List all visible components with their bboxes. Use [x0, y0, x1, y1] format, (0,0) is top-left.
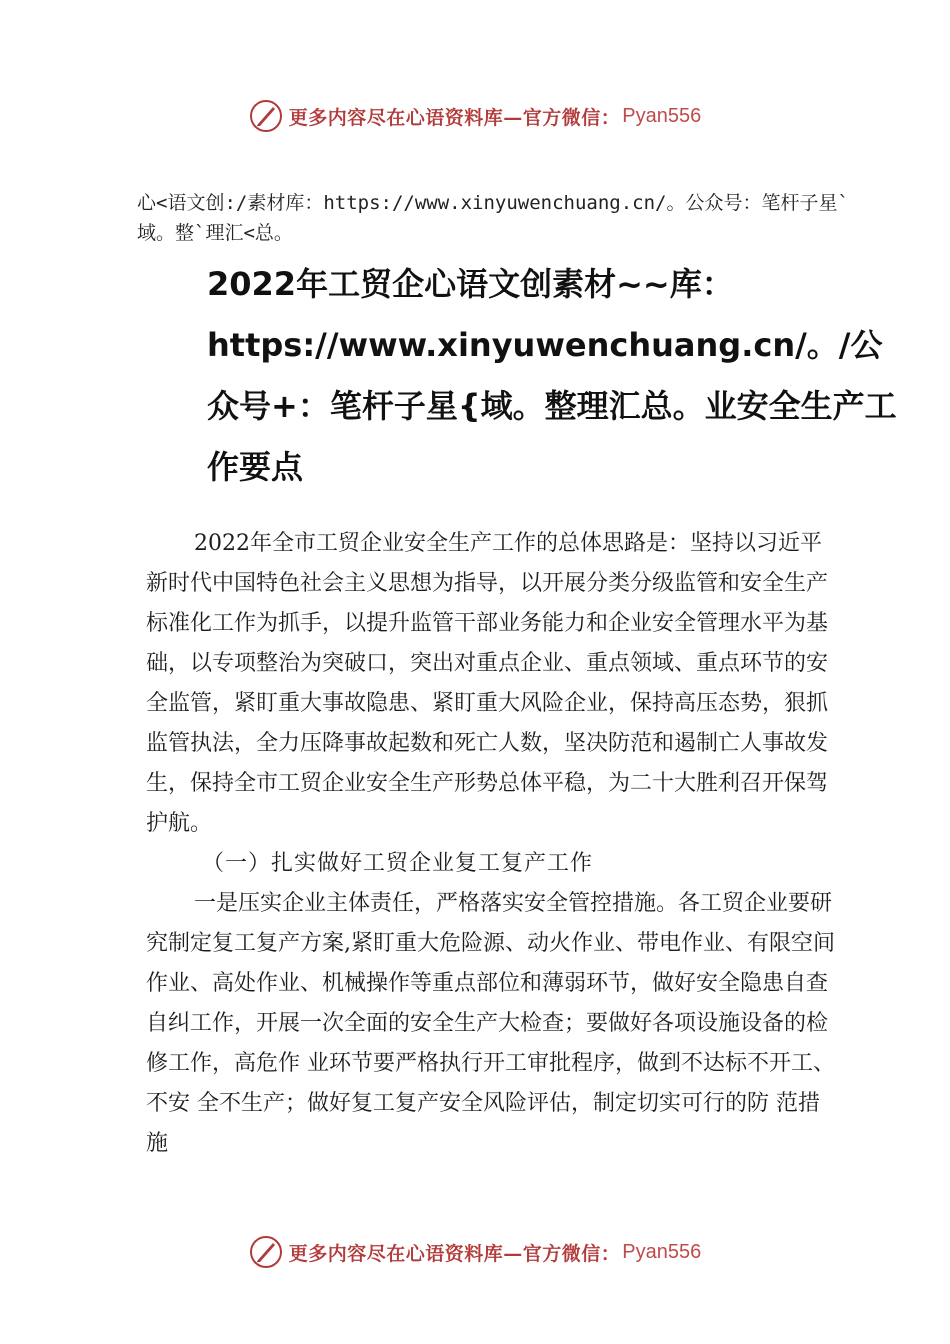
footer-banner-handle: Pyan556 [622, 1240, 702, 1263]
footer-banner-text: 更多内容尽在心语资料库—官方微信： [288, 1242, 621, 1265]
pen-feather-logo-icon [249, 99, 283, 133]
page-header-banner [0, 92, 950, 140]
document-title: 2022年工贸企心语文创素材~~库：https://www.xinyuwenchuang.cn/。/公众号+：笔杆子星{域。整理汇总。业安全生产工作要点 [207, 265, 897, 486]
document-body [146, 524, 836, 1164]
body-paragraph-1: 2022年全市工贸企业安全生产工作的总体思路是：坚持以习近平新时代中国特色社会主义思想为指导，以开展分类分级监管和安全生产标准化工作为抓手，以提升监管干部业务能力和企业安全管理水平为基础，以专项整治为突破口，突出对重点企业、重点领域、重点环节的安全监管，紧盯重大事故隐患、紧盯重大风险企业，保持高压态势，狠抓监管执法，全力压降事故起数和死亡人数，坚决防范和遏制亡人事故发生，保持全市工贸企业安全生产形势总体平稳，为二十大胜利召开保驾护航。 [146, 531, 829, 836]
body-paragraph-2: 一是压实企业主体责任，严格落实安全管控措施。各工贸企业要研究制定复工复产方案,紧盯重大危险源、动火作业、带电作业、有限空间作业、高处作业、机械操作等重点部位和薄弱环节，做好安全隐患自查自纠工作，开展一次全面的安全生产大检查；要做好各项设施设备的检修工作，高危作 业环节要严格执行开工审批程序，做到不达标不开工、不安 全不生产；做好复工复产安全风险评估，制定切实可行的防 范措施 [146, 891, 835, 1156]
pen-feather-logo-icon [249, 1235, 283, 1269]
source-line: 心<语文创:/素材库：https://www.xinyuwenchuang.cn/。公众号：笔杆子星`域。整`理汇<总。 [137, 192, 849, 244]
page-footer-banner [0, 1228, 950, 1276]
header-banner-text: 更多内容尽在心语资料库—官方微信： [288, 106, 621, 129]
section-heading: （一）扎实做好工贸企业复工复产工作 [202, 851, 594, 876]
header-banner-handle: Pyan556 [622, 104, 702, 127]
